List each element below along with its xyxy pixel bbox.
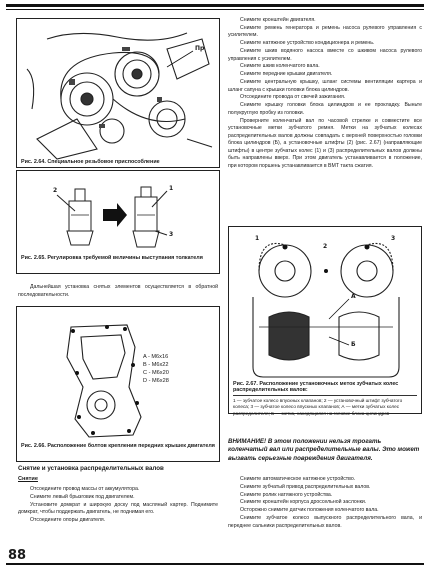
figure-2-66 (16, 306, 220, 462)
figure-2-65-callout-3: 3 (169, 231, 174, 238)
figure-2-67-callout-3: 3 (391, 235, 396, 242)
right-step-6: Снимите передние крышки двигателя. (240, 71, 333, 78)
top-rule-thin (6, 9, 424, 10)
bolt-legend-c: C - M6x20 (143, 370, 169, 377)
right-step-5: Снимите шкив коленчатого вала. (240, 63, 320, 70)
bolt-legend-d: D - M6x28 (143, 378, 169, 385)
right-bottom-step-6: Снимите зубчатое колесо выпускного распределительного вала, и переднее сальники распределительных валов. (228, 515, 422, 529)
figure-2-67-callout-b: Б (351, 341, 356, 348)
left-step-4: Отсоедините опоры двигателя. (30, 517, 106, 524)
right-step-9: Снимите крышку головки блока цилиндров и ее прокладку. Выньте полукруглую пробку из головки. (228, 102, 422, 116)
right-step-8: Отсоедините провода от свечей зажигания. (240, 94, 346, 101)
sub-heading-removal: Снятие (18, 476, 38, 482)
right-top-steps (228, 17, 422, 171)
section-heading: Снятие и установка распределительных валов (18, 465, 164, 472)
figure-2-64-caption: Рис. 2.64. Специальное резьбовое приспособление (21, 159, 160, 165)
warning-text: ВНИМАНИЕ! В этом положении нельзя трогать коленчатый вал или распределительные валы. Это может вызвать серьезные повреждения двигателя. (228, 438, 420, 462)
figure-2-67-callout-2: 2 (323, 243, 328, 250)
figure-2-65-caption: Рис. 2.65. Регулировка требуемой величины выступания толкателя (21, 255, 203, 261)
right-bottom-step-5: Осторожно снимите датчик положения коленчатого вала. (240, 507, 379, 514)
bolt-legend-a: A - M6x16 (143, 354, 169, 360)
right-bottom-step-4: Снимите кронштейн корпуса дроссельной заслонки. (240, 499, 367, 506)
right-step-3: Снимите натяжное устройство кондиционера и ремень. (240, 40, 375, 47)
front-cover-bolts-illustration (17, 307, 221, 463)
figure-2-65 (16, 170, 220, 274)
page-number: 88 (8, 548, 27, 563)
right-bottom-step-3: Снимите ролик натяжного устройства. (240, 491, 333, 498)
figure-2-67 (228, 226, 422, 414)
figure-2-67-caption: Рис. 2.67. Расположение установочных меток зубчатых колес распределительных валов: (233, 381, 399, 394)
right-step-7: Снимите центральную крышку, шланг системы вентиляции картера и шланг сапуна с крышки головки блока цилиндров. (228, 79, 422, 93)
right-bottom-step-1: Снимите автоматическое натяжное устройство. (240, 476, 356, 482)
right-step-2: Снимите ремень генератора и ремень насоса рулевого управления с усилителем. (228, 24, 422, 39)
left-steps (18, 486, 218, 525)
left-step-2: Снимите левый брызговик под двигателем. (30, 493, 135, 500)
figure-2-65-callout-2: 2 (53, 187, 58, 194)
left-step-1: Отсоедините провод массы от аккумулятора. (30, 486, 140, 492)
figure-2-66-legend (143, 353, 169, 385)
figure-2-66-caption: Рис. 2.66. Расположение болтов крепления передних крышек двигателя (21, 443, 215, 449)
bottom-rule (6, 563, 424, 565)
figure-2-65-callout-1: 1 (169, 185, 174, 192)
engine-tool-illustration (17, 19, 221, 169)
figure-2-67-legend: 1 — зубчатое колесо впускных клапанов; 2 — установочный штифт зубчатого колеса; 3 — зубчатое колесо впускных клапанов; А — метки зубчатых колес распределителя; Б — метка, находящаяся на головке блока цилиндров (233, 395, 417, 417)
right-bottom-steps (228, 476, 422, 531)
right-step-1: Снимите кронштейн двигателя. (240, 17, 316, 23)
right-bottom-step-2: Снимите зубчатый привод распределительных валов. (240, 483, 371, 490)
figure-2-67-callout-1: 1 (255, 235, 260, 242)
right-step-4: Снимите шкив водяного насоса вместе со шкивом насоса рулевого управления с усилителем. (228, 48, 422, 62)
bolt-legend-b: B - M6x22 (143, 362, 169, 369)
left-step-3: Установите домкрат и широкую доску под масляный картер. Поднимите домкрат, чтобы поддержать двигатель, не поднимая его. (18, 501, 218, 516)
reassembly-note: Дальнейшая установка снятых элементов осуществляется в обратной последовательности. (18, 284, 218, 298)
top-rule (6, 4, 424, 7)
paragraph-after-fig-2-65 (18, 284, 218, 299)
figure-2-67-callout-a: А (351, 293, 356, 300)
right-step-10: Проверните коленчатый вал по часовой стрелке и совместите все установочные метки зубчатого ремня. Метки на зубчатых колесах распределительных валов должны совпадать с верхней поверхностью головки блока цилиндров (Б), а установочные штифты (2) (рис. 2.67) (направляющие штифты) в центре зубчатых колес (1) и (3) распределительных валов должны быть направлены вверх. При этом двигатель устанавливается в положение, при котором поршень устанавливается в ВМТ такта сжатия. (228, 117, 422, 169)
figure-2-64 (16, 18, 220, 168)
figure-2-64-callout: Пр (195, 45, 205, 52)
